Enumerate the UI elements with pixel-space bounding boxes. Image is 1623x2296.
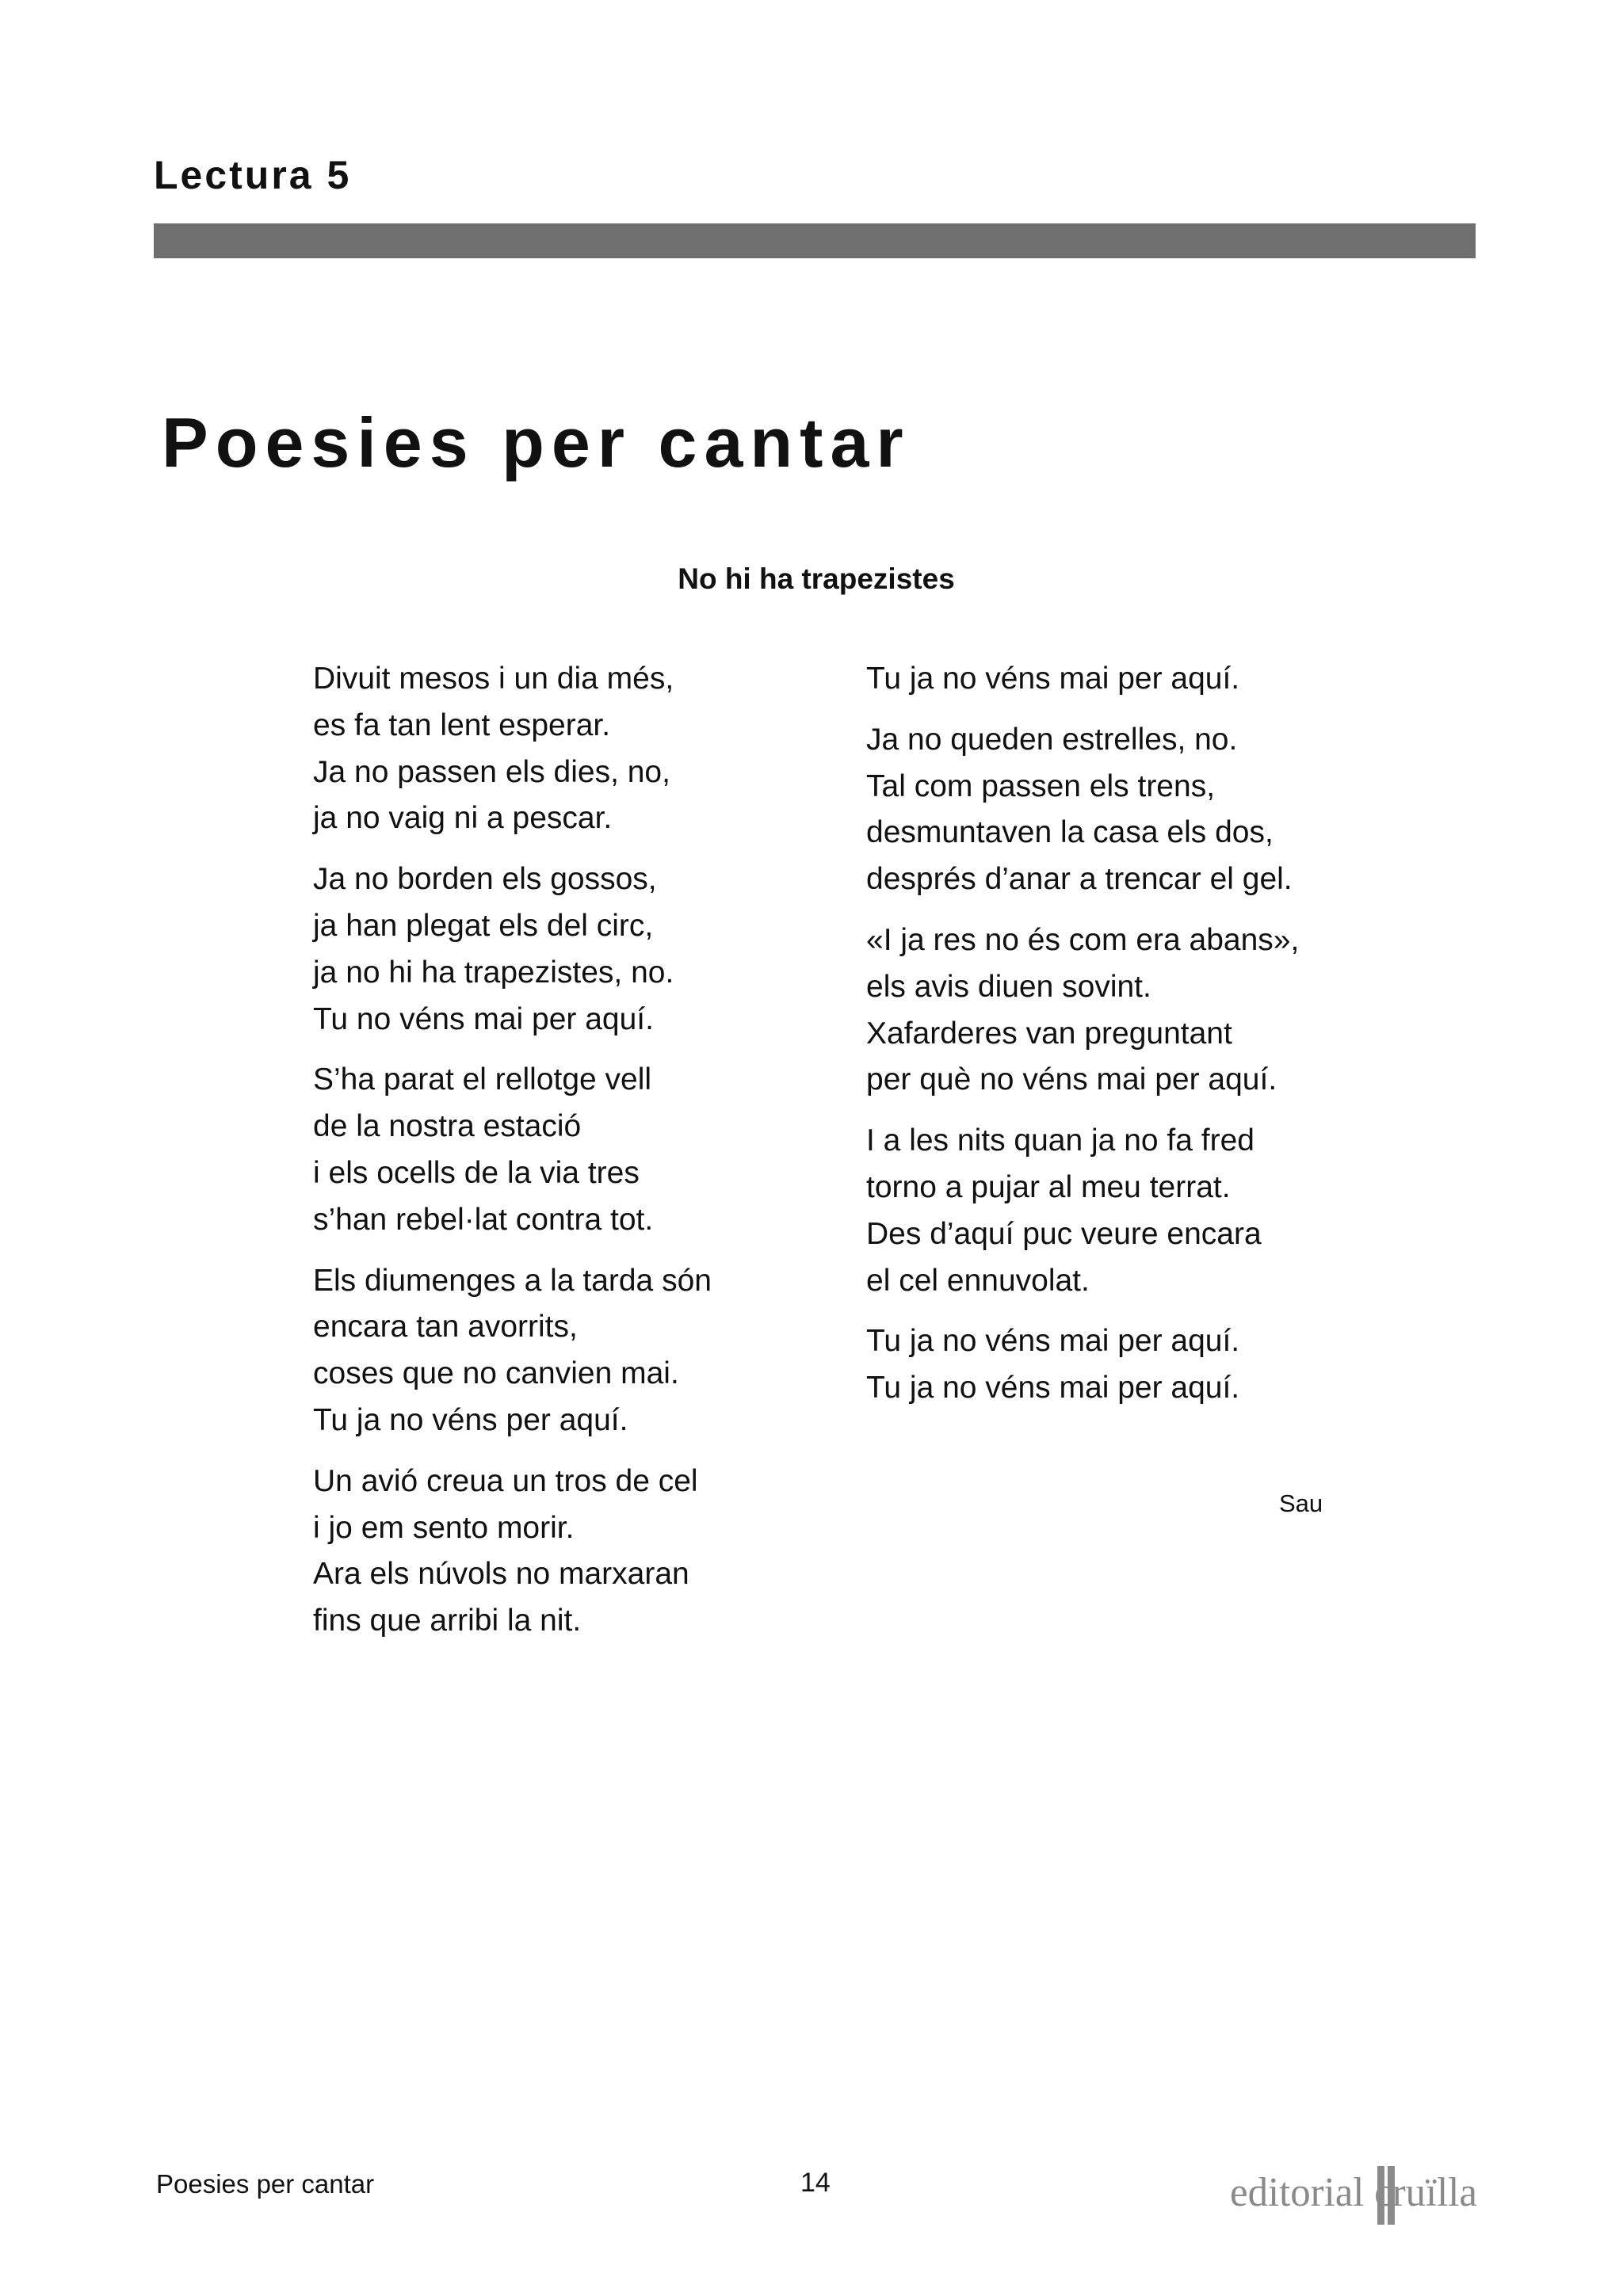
poem-line: Tu no véns mai per aquí. bbox=[313, 1001, 654, 1036]
poem-line: Els diumenges a la tarda són bbox=[313, 1263, 712, 1298]
stanza bbox=[866, 917, 1437, 1104]
poem-line: Un avió creua un tros de cel bbox=[313, 1463, 698, 1498]
poem-title: No hi ha trapezistes bbox=[678, 563, 955, 595]
poem-line: i els ocells de la via tres bbox=[313, 1155, 640, 1190]
poem-line: Ara els núvols no marxaran bbox=[313, 1557, 689, 1592]
poem-right-column bbox=[866, 656, 1437, 1426]
poem-line: s’han rebel·lat contra tot. bbox=[313, 1202, 654, 1237]
poem-left-column bbox=[313, 656, 804, 1659]
poem-line: «I ja res no és com era abans», bbox=[866, 922, 1300, 957]
poem-line: Ja no borden els gossos, bbox=[313, 862, 657, 897]
poem-line: el cel ennuvolat. bbox=[866, 1263, 1090, 1298]
stanza bbox=[866, 1318, 1437, 1412]
poem-line: Tu ja no véns per aquí. bbox=[313, 1402, 628, 1437]
poem-line: desmuntaven la casa els dos, bbox=[866, 815, 1274, 850]
section-label: Lectura 5 bbox=[154, 153, 352, 197]
poem-line: encara tan avorrits, bbox=[313, 1310, 578, 1344]
stanza bbox=[313, 656, 804, 842]
stanza bbox=[313, 1258, 804, 1444]
poem-line: fins que arribi la nit. bbox=[313, 1604, 582, 1638]
page-number: 14 bbox=[800, 2168, 831, 2198]
stanza bbox=[313, 1057, 804, 1243]
poem-line: Tu ja no véns mai per aquí. bbox=[866, 1371, 1240, 1405]
poem-line: Ja no passen els dies, no, bbox=[313, 754, 670, 789]
stanza bbox=[866, 717, 1437, 903]
poem-line: Tal com passen els trens, bbox=[866, 769, 1216, 803]
poem-line: ja han plegat els del circ, bbox=[313, 908, 654, 943]
poem-line: Divuit mesos i un dia més, bbox=[313, 662, 674, 696]
stanza bbox=[866, 656, 1437, 703]
poem-line: Ja no queden estrelles, no. bbox=[866, 722, 1238, 757]
poem-line: es fa tan lent esperar. bbox=[313, 707, 611, 742]
header-bar bbox=[154, 223, 1476, 258]
poem-line: i jo em sento morir. bbox=[313, 1510, 575, 1545]
publisher-logo bbox=[1230, 2157, 1484, 2228]
stanza bbox=[313, 856, 804, 1043]
poem-line: de la nostra estació bbox=[313, 1109, 582, 1144]
poem-line: coses que no canvien mai. bbox=[313, 1356, 679, 1391]
footer-title: Poesies per cantar bbox=[156, 2169, 375, 2199]
poem-line: Xafarderes van preguntant bbox=[866, 1016, 1232, 1051]
poem-line: Tu ja no véns mai per aquí. bbox=[866, 1324, 1240, 1359]
poem-line: ja no vaig ni a pescar. bbox=[313, 801, 613, 836]
poem-author: Sau bbox=[1279, 1489, 1323, 1517]
poem-line: S’ha parat el rellotge vell bbox=[313, 1062, 652, 1097]
poem-line: els avis diuen sovint. bbox=[866, 969, 1151, 1004]
page-title: Poesies per cantar bbox=[162, 403, 911, 482]
poem-line: per què no véns mai per aquí. bbox=[866, 1062, 1277, 1097]
stanza bbox=[313, 1459, 804, 1645]
poem-line: I a les nits quan ja no fa fred bbox=[866, 1123, 1254, 1158]
poem-line: ja no hi ha trapezistes, no. bbox=[313, 955, 674, 990]
poem-line: després d’anar a trencar el gel. bbox=[866, 862, 1293, 897]
poem-line: torno a pujar al meu terrat. bbox=[866, 1169, 1231, 1204]
poem-line: Tu ja no véns mai per aquí. bbox=[866, 662, 1240, 696]
publisher-name: editorial cruïlla bbox=[1230, 2170, 1477, 2215]
stanza bbox=[866, 1118, 1437, 1304]
poem-line: Des d’aquí puc veure encara bbox=[866, 1216, 1262, 1251]
